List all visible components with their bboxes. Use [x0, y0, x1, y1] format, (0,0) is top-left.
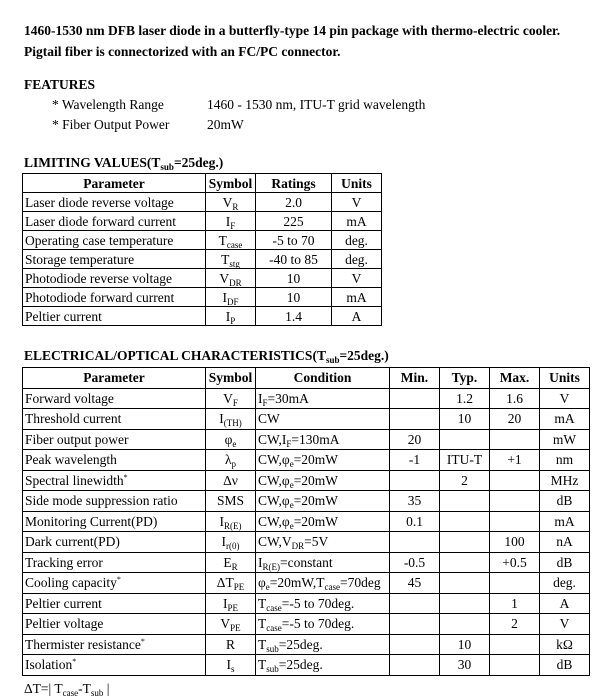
column-header: Condition: [256, 368, 390, 389]
unit-cell: mA: [540, 409, 590, 430]
table-row: [23, 511, 590, 532]
max-cell: 1: [490, 593, 540, 614]
typ-cell: [440, 429, 490, 450]
typ-cell: 2: [440, 470, 490, 491]
unit-cell: V: [540, 614, 590, 635]
unit-cell: dB: [540, 491, 590, 512]
max-cell: +1: [490, 450, 540, 471]
table-row: [23, 307, 382, 326]
table-row: [23, 231, 382, 250]
parameter-cell: Cooling capacity*: [23, 573, 206, 594]
typ-cell: 30: [440, 655, 490, 676]
condition-cell: $CW,V_{DR}=5V$: [256, 532, 390, 553]
table-row: [23, 552, 590, 573]
column-header: Parameter: [23, 174, 206, 193]
unit-cell: A: [332, 307, 382, 326]
min-cell: [390, 614, 440, 635]
column-header: Typ.: [440, 368, 490, 389]
max-cell: +0.5: [490, 552, 540, 573]
max-cell: [490, 491, 540, 512]
table-row: [23, 193, 382, 212]
condition-cell: $CW,\varphi_e=20mW$: [256, 470, 390, 491]
column-header: Min.: [390, 368, 440, 389]
min-cell: 35: [390, 491, 440, 512]
min-cell: [390, 593, 440, 614]
condition-cell: $T_{sub}=25deg$.: [256, 634, 390, 655]
symbol-cell: $T_{stg}$: [206, 250, 256, 269]
intro-text: 1460-1530 nm DFB laser diode in a butterfly-type 14 pin package with thermo-electric cooler. Pigtail fiber is connectorized with an FC/PC connector.: [24, 23, 561, 59]
symbol-cell: $I_F$: [206, 212, 256, 231]
table-row: [23, 655, 590, 676]
condition-cell: $\varphi_e=20mW,T_{case}=70deg$: [256, 573, 390, 594]
symbol-cell: $\varphi_e$: [206, 429, 256, 450]
condition-cell: $CW,\varphi_e=20mW$: [256, 450, 390, 471]
parameter-cell: Peak wavelength: [23, 450, 206, 471]
min-cell: [390, 388, 440, 409]
unit-cell: V: [332, 193, 382, 212]
parameter-cell: Peltier current: [23, 593, 206, 614]
rating-cell: 10: [256, 288, 332, 307]
symbol-cell: $E_R$: [206, 552, 256, 573]
unit-cell: mA: [540, 511, 590, 532]
min-cell: 20: [390, 429, 440, 450]
table-row: [23, 573, 590, 594]
limiting-values-table: [22, 173, 382, 326]
min-cell: [390, 532, 440, 553]
parameter-cell: Peltier voltage: [23, 614, 206, 635]
unit-cell: kΩ: [540, 634, 590, 655]
column-header: Ratings: [256, 174, 332, 193]
symbol-cell: $\Delta T_{PE}$: [206, 573, 256, 594]
condition-cell: CW: [256, 409, 390, 430]
min-cell: [390, 470, 440, 491]
table-row: [23, 450, 590, 471]
unit-cell: V: [540, 388, 590, 409]
rating-cell: 2.0: [256, 193, 332, 212]
symbol-cell: $\lambda_p$: [206, 450, 256, 471]
parameter-cell: Threshold current: [23, 409, 206, 430]
condition-cell: $T_{case}=-5$ to 70deg.: [256, 614, 390, 635]
limiting-values-title: LIMITING $VALUES(T_{sub}=25deg.)$: [24, 155, 224, 172]
rating-cell: 1.4: [256, 307, 332, 326]
max-cell: 100: [490, 532, 540, 553]
symbol-cell: $I_{(TH)}$: [206, 409, 256, 430]
table-row: [23, 614, 590, 635]
symbol-cell: SMS: [206, 491, 256, 512]
parameter-cell: Forward voltage: [23, 388, 206, 409]
table-row: [23, 491, 590, 512]
max-cell: [490, 655, 540, 676]
column-header: Parameter: [23, 368, 206, 389]
feature-value: 20mW: [207, 117, 244, 132]
symbol-cell: $V_R$: [206, 193, 256, 212]
unit-cell: nm: [540, 450, 590, 471]
table-row: [23, 388, 590, 409]
min-cell: 45: [390, 573, 440, 594]
condition-cell: $CW,\varphi_e=20mW$: [256, 511, 390, 532]
condition-cell: $I_{R(E)}=constant$: [256, 552, 390, 573]
min-cell: -0.5: [390, 552, 440, 573]
typ-cell: 10: [440, 409, 490, 430]
condition-cell: $I_F=30mA$: [256, 388, 390, 409]
column-header: Symbol: [206, 174, 256, 193]
parameter-cell: Peltier current: [23, 307, 206, 326]
typ-cell: [440, 511, 490, 532]
unit-cell: dB: [540, 655, 590, 676]
max-cell: [490, 470, 540, 491]
table-row: [23, 269, 382, 288]
typ-cell: 10: [440, 634, 490, 655]
typ-cell: [440, 573, 490, 594]
symbol-cell: $V_{DR}$: [206, 269, 256, 288]
max-cell: [490, 429, 540, 450]
unit-cell: deg.: [332, 231, 382, 250]
column-header: Symbol: [206, 368, 256, 389]
footnote: ΔT=| $T_{case}-T_{sub}$ |: [24, 681, 110, 698]
unit-cell: deg.: [332, 250, 382, 269]
parameter-cell: Dark current(PD): [23, 532, 206, 553]
parameter-cell: Operating case temperature: [23, 231, 206, 250]
rating-cell: 10: [256, 269, 332, 288]
feature-value: 1460 - 1530 nm, ITU-T grid wavelength: [207, 97, 426, 112]
column-header: Units: [540, 368, 590, 389]
table-row: [23, 532, 590, 553]
unit-cell: MHz: [540, 470, 590, 491]
parameter-cell: Isolation*: [23, 655, 206, 676]
min-cell: [390, 634, 440, 655]
feature-label: * Wavelength Range: [52, 97, 164, 112]
typ-cell: ITU-T: [440, 450, 490, 471]
typ-cell: [440, 614, 490, 635]
symbol-cell: $I_s$: [206, 655, 256, 676]
symbol-cell: $I_P$: [206, 307, 256, 326]
unit-cell: deg.: [540, 573, 590, 594]
parameter-cell: Laser diode reverse voltage: [23, 193, 206, 212]
unit-cell: dB: [540, 552, 590, 573]
table-row: [23, 429, 590, 450]
symbol-cell: $T_{case}$: [206, 231, 256, 250]
symbol-cell: R: [206, 634, 256, 655]
symbol-cell: $V_F$: [206, 388, 256, 409]
unit-cell: A: [540, 593, 590, 614]
rating-cell: 225: [256, 212, 332, 231]
symbol-cell: $V_{PE}$: [206, 614, 256, 635]
condition-cell: $CW,I_F=130mA$: [256, 429, 390, 450]
typ-cell: [440, 532, 490, 553]
symbol-cell: $I_{r(0)}$: [206, 532, 256, 553]
max-cell: 2: [490, 614, 540, 635]
parameter-cell: Thermister resistance*: [23, 634, 206, 655]
parameter-cell: Spectral linewidth*: [23, 470, 206, 491]
max-cell: 1.6: [490, 388, 540, 409]
min-cell: -1: [390, 450, 440, 471]
parameter-cell: Photodiode reverse voltage: [23, 269, 206, 288]
unit-cell: nA: [540, 532, 590, 553]
rating-cell: -5 to 70: [256, 231, 332, 250]
table-row: [23, 288, 382, 307]
features-heading: FEATURES: [24, 77, 96, 92]
table-row: [23, 409, 590, 430]
typ-cell: [440, 552, 490, 573]
typ-cell: [440, 491, 490, 512]
parameter-cell: Monitoring Current(PD): [23, 511, 206, 532]
parameter-cell: Fiber output power: [23, 429, 206, 450]
condition-cell: $T_{sub}=25deg$.: [256, 655, 390, 676]
symbol-cell: $I_{DF}$: [206, 288, 256, 307]
max-cell: 20: [490, 409, 540, 430]
column-header: Max.: [490, 368, 540, 389]
table-row: [23, 250, 382, 269]
table-row: [23, 634, 590, 655]
table-row: [23, 470, 590, 491]
parameter-cell: Laser diode forward current: [23, 212, 206, 231]
parameter-cell: Storage temperature: [23, 250, 206, 269]
max-cell: [490, 573, 540, 594]
min-cell: 0.1: [390, 511, 440, 532]
min-cell: [390, 409, 440, 430]
typ-cell: [440, 593, 490, 614]
typ-cell: 1.2: [440, 388, 490, 409]
condition-cell: $T_{case}=-5$ to 70deg.: [256, 593, 390, 614]
parameter-cell: Photodiode forward current: [23, 288, 206, 307]
condition-cell: $CW,\varphi_e=20mW$: [256, 491, 390, 512]
symbol-cell: $I_{R(E)}$: [206, 511, 256, 532]
parameter-cell: Tracking error: [23, 552, 206, 573]
parameter-cell: Side mode suppression ratio: [23, 491, 206, 512]
electrical-optical-title: ELECTRICAL/OPTICAL $CHARACTERISTICS(T_{sub}=25deg.)$: [24, 348, 389, 365]
symbol-cell: Δν: [206, 470, 256, 491]
rating-cell: -40 to 85: [256, 250, 332, 269]
column-header: Units: [332, 174, 382, 193]
table-row: [23, 212, 382, 231]
max-cell: [490, 511, 540, 532]
unit-cell: mA: [332, 212, 382, 231]
table-row: [23, 593, 590, 614]
unit-cell: mA: [332, 288, 382, 307]
unit-cell: mW: [540, 429, 590, 450]
max-cell: [490, 634, 540, 655]
symbol-cell: $I_{PE}$: [206, 593, 256, 614]
unit-cell: V: [332, 269, 382, 288]
min-cell: [390, 655, 440, 676]
electrical-optical-table: [22, 367, 590, 676]
feature-label: * Fiber Output Power: [52, 117, 170, 132]
